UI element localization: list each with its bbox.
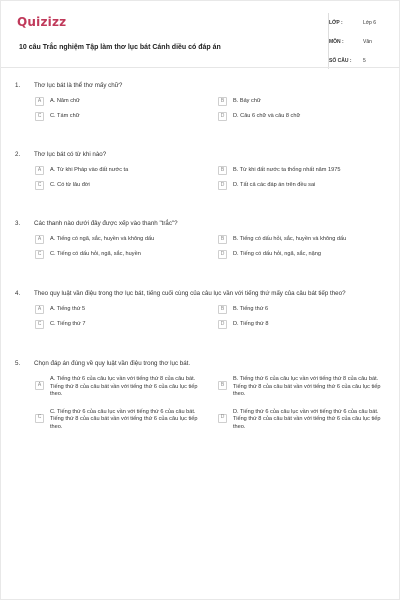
option-text: A. Từ khi Pháp vào đất nước ta bbox=[50, 167, 129, 173]
option-letter-box: C bbox=[35, 320, 44, 329]
option-text: D. Tiếng thứ 6 của câu lục vần với tiếng thứ 6 của câu bát. Tiếng thứ 8 của câu bát vần với tiếng thứ 6 của câu lục tiếp theo. bbox=[233, 408, 381, 430]
option-a[interactable] bbox=[35, 235, 204, 244]
option-text: C. Có từ lâu đời bbox=[50, 182, 90, 188]
option-letter-box: D bbox=[218, 181, 227, 190]
option-letter-box: A bbox=[35, 235, 44, 244]
option-letter-box: D bbox=[218, 320, 227, 329]
option-text: C. Tiếng thứ 7 bbox=[50, 321, 86, 327]
question-3 bbox=[15, 217, 387, 259]
question-text: Chọn đáp án đúng về quy luật vần điệu trong thơ lục bát. bbox=[34, 359, 191, 367]
question-1 bbox=[15, 79, 387, 121]
question-number: 2. bbox=[15, 150, 21, 158]
option-c[interactable] bbox=[35, 181, 204, 190]
option-a[interactable] bbox=[35, 97, 204, 106]
option-text: B. Tiếng có dấu hỏi, sắc, huyền và không dấu bbox=[233, 236, 347, 242]
option-a[interactable] bbox=[35, 375, 204, 399]
meta-key: SỐ CÂU : bbox=[329, 57, 352, 64]
question-2 bbox=[15, 148, 387, 190]
option-letter-box: B bbox=[218, 381, 227, 390]
question-number: 5. bbox=[15, 359, 21, 367]
option-letter-box: B bbox=[218, 166, 227, 175]
option-text: D. Tiếng thứ 8 bbox=[233, 321, 269, 327]
option-letter-box: B bbox=[218, 235, 227, 244]
option-text: C. Tiếng có dấu hỏi, ngã, sắc, huyền bbox=[50, 251, 141, 257]
page-title: 10 câu Trắc nghiệm Tập làm thơ lục bát Cánh diều có đáp án bbox=[19, 44, 221, 51]
option-c[interactable] bbox=[35, 112, 204, 121]
option-a[interactable] bbox=[35, 305, 204, 314]
option-d[interactable] bbox=[218, 320, 387, 329]
option-letter-box: A bbox=[35, 305, 44, 314]
option-letter-box: B bbox=[218, 305, 227, 314]
option-text: B. Từ khi đất nước ta thống nhất năm 1975 bbox=[233, 167, 341, 173]
meta-row-class bbox=[329, 13, 387, 32]
option-text: A. Tiếng thứ 5 bbox=[50, 306, 86, 312]
option-b[interactable] bbox=[218, 97, 387, 106]
option-letter-box: A bbox=[35, 97, 44, 106]
option-letter-box: A bbox=[35, 381, 44, 390]
question-text: Các thanh nào dưới đây được xếp vào thanh "trắc"? bbox=[34, 219, 178, 227]
question-text: Theo quy luật vần điệu trong thơ lục bát, tiếng cuối cùng của câu lục vần với tiếng thứ mấy của câu bát tiếp theo? bbox=[34, 289, 346, 297]
question-5 bbox=[15, 357, 387, 431]
option-letter-box: C bbox=[35, 112, 44, 121]
question-text: Thơ lục bát có từ khi nào? bbox=[34, 150, 107, 158]
option-text: D. Tất cả các đáp án trên đều sai bbox=[233, 182, 316, 188]
option-text: D. Tiếng có dấu hỏi, ngã, sắc, nặng bbox=[233, 251, 322, 257]
option-c[interactable] bbox=[35, 250, 204, 259]
option-letter-box: D bbox=[218, 414, 227, 423]
option-text: D. Câu 6 chữ và câu 8 chữ bbox=[233, 113, 301, 119]
option-c[interactable] bbox=[35, 320, 204, 329]
option-letter-box: C bbox=[35, 181, 44, 190]
meta-value: Văn bbox=[363, 38, 372, 45]
meta-key: MÔN : bbox=[329, 38, 344, 45]
option-a[interactable] bbox=[35, 166, 204, 175]
meta-value: 5 bbox=[363, 57, 366, 64]
option-b[interactable] bbox=[218, 375, 387, 399]
option-b[interactable] bbox=[218, 235, 387, 244]
option-letter-box: B bbox=[218, 97, 227, 106]
option-text: A. Tiếng có ngã, sắc, huyền và không dấu bbox=[50, 236, 155, 242]
meta-key: LỚP : bbox=[329, 19, 343, 26]
option-d[interactable] bbox=[218, 408, 387, 432]
question-text: Thơ lục bát là thể thơ mấy chữ? bbox=[34, 81, 123, 89]
meta-panel bbox=[329, 13, 387, 70]
option-text: C. Tiếng thứ 6 của câu lục vần với tiếng thứ 6 của câu bát. Tiếng thứ 8 của câu bát vần với tiếng thứ 6 của câu lục tiếp theo. bbox=[50, 408, 198, 430]
option-text: B. Tiếng thứ 6 bbox=[233, 306, 269, 312]
worksheet-header bbox=[15, 13, 387, 65]
option-letter-box: C bbox=[35, 414, 44, 423]
meta-value: Lớp 6 bbox=[363, 19, 377, 26]
option-letter-box: A bbox=[35, 166, 44, 175]
option-c[interactable] bbox=[35, 408, 204, 432]
option-text: B. Tiếng thứ 6 của câu lục vần với tiếng thứ 8 của câu bát. Tiếng thứ 8 của câu bát vần với tiếng thứ 6 của câu lục tiếp theo. bbox=[233, 376, 381, 397]
question-number: 3. bbox=[15, 219, 21, 227]
header-divider-line bbox=[1, 67, 400, 68]
option-text: A. Năm chữ bbox=[50, 98, 80, 104]
option-b[interactable] bbox=[218, 305, 387, 314]
option-d[interactable] bbox=[218, 112, 387, 121]
question-number: 1. bbox=[15, 81, 21, 89]
option-letter-box: D bbox=[218, 112, 227, 121]
option-text: A. Tiếng thứ 6 của câu lục vần với tiếng thứ 8 của câu bát. Tiếng thứ 8 của câu bát vần với tiếng thứ 6 của câu lục tiếp theo. bbox=[50, 376, 198, 397]
question-4 bbox=[15, 287, 387, 329]
option-letter-box: C bbox=[35, 250, 44, 259]
option-d[interactable] bbox=[218, 250, 387, 259]
option-d[interactable] bbox=[218, 181, 387, 190]
option-b[interactable] bbox=[218, 166, 387, 175]
option-text: C. Tám chữ bbox=[50, 113, 80, 119]
quizizz-logo: Quizizz bbox=[17, 15, 67, 29]
option-letter-box: D bbox=[218, 250, 227, 259]
meta-row-subject bbox=[329, 32, 387, 51]
question-number: 4. bbox=[15, 289, 21, 297]
option-text: B. Bảy chữ bbox=[233, 98, 261, 104]
